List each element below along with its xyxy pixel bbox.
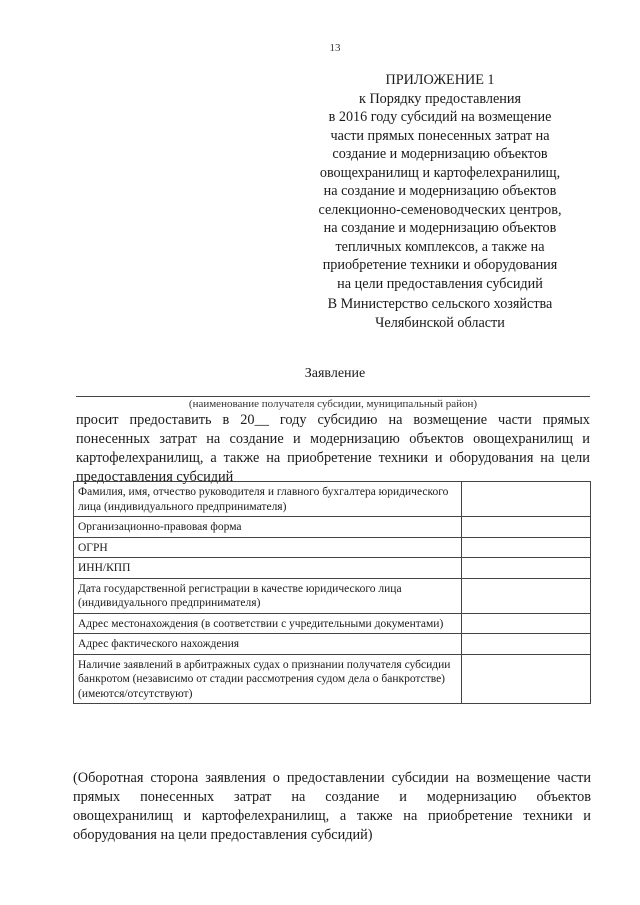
row-value-field[interactable]	[462, 482, 591, 517]
word: субсидию	[317, 412, 378, 428]
word: объектов	[536, 789, 591, 805]
table-row	[74, 578, 591, 613]
row-value-field[interactable]	[462, 654, 591, 704]
word: в	[222, 412, 230, 428]
word: о	[272, 770, 280, 786]
word: овощехранилищ	[473, 431, 573, 447]
justified-line	[76, 449, 590, 468]
word: на	[403, 808, 418, 824]
word: (Оборотная	[73, 770, 144, 786]
word: заявления	[205, 770, 266, 786]
row-value-field[interactable]	[462, 634, 591, 655]
word: возмещение	[476, 770, 551, 786]
word: и	[399, 789, 407, 805]
appendix-line: овощехранилищ и картофелехранилищ,	[319, 164, 561, 181]
applicant-fill-line[interactable]	[76, 396, 590, 397]
word: части	[498, 412, 532, 428]
word: картофелехранилищ,	[76, 450, 204, 466]
table-row	[74, 482, 591, 517]
row-label: ИНН/КПП	[74, 558, 462, 579]
appendix-line: приобретение техники и оборудования	[322, 257, 558, 273]
word: затрат	[159, 431, 197, 447]
word: субсидии	[391, 770, 449, 786]
word: создание	[229, 431, 284, 447]
word: понесенных	[76, 431, 151, 447]
table-row	[74, 517, 591, 538]
word: а	[210, 450, 217, 466]
row-label: Адрес фактического нахождения	[74, 634, 462, 655]
row-value-field[interactable]	[462, 578, 591, 613]
justified-line	[73, 807, 591, 826]
word: и	[583, 808, 591, 824]
applicant-data-table	[73, 481, 591, 704]
word: понесенных	[140, 789, 215, 805]
appendix-line: на создание и модернизацию объектов	[323, 220, 557, 236]
word: на	[388, 412, 403, 428]
word: создание	[325, 789, 380, 805]
row-label: ОГРН	[74, 537, 462, 558]
request-paragraph	[76, 411, 590, 487]
word: на	[206, 431, 221, 447]
word: 20__	[240, 412, 269, 428]
word: затрат	[234, 789, 272, 805]
word: сторона	[150, 770, 199, 786]
appendix-line: в 2016 году субсидий на возмещение	[328, 109, 552, 125]
addressee-line: В Министерство сельского хозяйства	[327, 296, 553, 312]
table-row	[74, 634, 591, 655]
justified-line	[76, 430, 590, 449]
word: на	[266, 450, 281, 466]
paragraph-last-line: предоставления субсидий	[76, 469, 234, 485]
word: и	[293, 431, 301, 447]
word: также	[356, 808, 393, 824]
word: на	[540, 450, 555, 466]
justified-line	[73, 769, 591, 788]
word: прямых	[73, 789, 121, 805]
row-value-field[interactable]	[462, 537, 591, 558]
appendix-line: ПРИЛОЖЕНИЕ 1	[385, 72, 495, 88]
appendix-heading	[290, 71, 590, 293]
word: техники	[523, 808, 573, 824]
word: части	[557, 770, 591, 786]
row-label: Адрес местонахождения (в соответствии с учредительными документами)	[74, 613, 462, 634]
statement-title: Заявление	[304, 366, 366, 381]
paragraph-last-line: оборудования на цели предоставления субсидий)	[73, 827, 373, 843]
word: и	[183, 808, 192, 824]
word: цели	[561, 450, 590, 466]
row-label: Организационно-правовая форма	[74, 517, 462, 538]
word: также	[223, 450, 260, 466]
table-row	[74, 613, 591, 634]
page-number: 13	[329, 42, 341, 54]
word: и	[582, 431, 590, 447]
word: предоставить	[129, 412, 212, 428]
appendix-line: на цели предоставления субсидий	[337, 275, 543, 292]
row-label: Фамилия, имя, отчество руководителя и главного бухгалтера юридического лица (индивидуального предпринимателя)	[74, 482, 462, 517]
word: на	[455, 770, 470, 786]
word: картофелехранилищ,	[201, 808, 330, 824]
word: овощехранилищ	[73, 808, 173, 824]
word: приобретение	[287, 450, 372, 466]
justified-line	[73, 788, 591, 807]
word: объектов	[409, 431, 464, 447]
word: на	[291, 789, 306, 805]
word: приобретение	[427, 808, 513, 824]
row-label: Дата государственной регистрации в качестве юридического лица (индивидуального предпринимателя)	[74, 578, 462, 613]
word: оборудования	[449, 450, 534, 466]
appendix-line: на создание и модернизацию объектов	[323, 183, 557, 199]
table-row	[74, 654, 591, 704]
appendix-line: части прямых понесенных затрат на	[330, 127, 550, 144]
word: модернизацию	[426, 789, 517, 805]
appendix-line: селекционно-семеноводческих центров,	[318, 201, 562, 218]
reverse-side-note	[73, 769, 591, 845]
word: техники	[378, 450, 429, 466]
applicant-fill-caption: (наименование получателя субсидии, муниципальный район)	[188, 398, 478, 410]
word: и	[434, 450, 443, 466]
table-row	[74, 537, 591, 558]
word: модернизацию	[310, 431, 400, 447]
addressee	[290, 295, 590, 332]
word: году	[279, 412, 307, 428]
word: возмещение	[413, 412, 488, 428]
row-value-field[interactable]	[462, 558, 591, 579]
row-value-field[interactable]	[462, 517, 591, 538]
word: просит	[76, 412, 119, 428]
addressee-line: Челябинской области	[375, 314, 505, 331]
row-value-field[interactable]	[462, 613, 591, 634]
table-row	[74, 558, 591, 579]
word: предоставлении	[286, 770, 385, 786]
appendix-line: создание и модернизацию объектов	[332, 146, 548, 162]
appendix-line: к Порядку предоставления	[359, 90, 521, 107]
justified-line	[76, 411, 590, 430]
word: прямых	[542, 412, 590, 428]
word: а	[339, 808, 347, 824]
row-label: Наличие заявлений в арбитражных судах о признании получателя субсидии банкротом (независимо от стадии рассмотрения судом дела о банкротстве) (имеются/отсутствуют)	[74, 654, 462, 704]
appendix-line: тепличных комплексов, а также на	[335, 238, 545, 255]
